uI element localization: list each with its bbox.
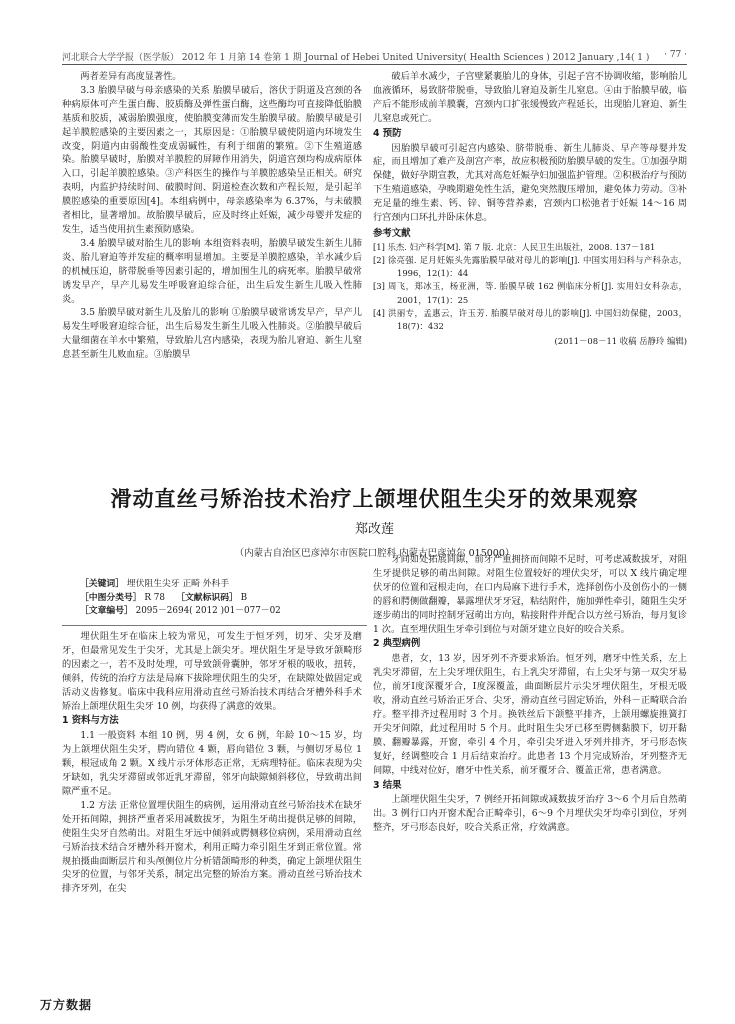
article-number-label: ［文章编号］ (80, 606, 133, 616)
clc-value: R 78 (144, 592, 166, 603)
article-number-line (80, 605, 365, 619)
doc-code-label: ［文献标识码］ (176, 592, 238, 603)
article-author: 郑改莲 (354, 522, 394, 537)
prev-article-right-text (373, 70, 687, 225)
body-paragraph: 两者差异有高度显著性。 (80, 71, 182, 82)
keywords-block (80, 578, 365, 619)
body-paragraph: 破后羊水减少，子宫壁紧裹胎儿的身体，引起子宫不协调收缩，影响胎儿血液循环，易致脐带脱垂，导致胎儿窘迫及新生儿窒息。④由于胎膜早破，临产后不能形成前羊膜囊，宫颈内口扩张缓慢致产程延长，出现胎儿窘迫、新生儿窒息或死亡。 (373, 71, 687, 124)
wanfang-footer-logo: 万方数据 (40, 998, 93, 1012)
classification-line (80, 592, 365, 606)
reference-list (373, 241, 687, 333)
body-paragraph: 因胎膜早破可引起宫内感染、脐带脱垂、新生儿肺炎、早产等母婴并发症，而且增加了难产及剖宫产率，故应积极预防胎膜早破的发生。①加强孕期保健，做好孕期宣教，尤其对高危妊娠孕妇加强监护管理。②积极治疗与预防下生殖道感染，孕晚期避免性生活，避免突然腹压增加，避免体力劳动。③补充足量的维生素、钙、锌、铜等营养素，宫颈内口松弛者于妊娠 14～16 周行宫颈内口环扎并卧床休息。 (373, 142, 687, 224)
body-paragraph: 3.3 胎膜早破与母亲感染的关系 胎膜早破后，溶伏于阴道及宫颈的各种病原体可产生蛋白酶、胶质酶及弹性蛋白酶，这些酶均可直接降低胎膜基质和胶质，减弱胎膜强度，使胎膜变薄而发生胎膜早破。胎膜早破是引起羊膜腔感染的主要因素之一，其原因是：①胎膜早破使阴道内环境发生改变，阴道内由弱酸性变成弱碱性，有利于细菌的繁殖。②下生殖道感染。胎膜早破时，胎膜对羊膜腔的屏障作用消失，阴道宫颈均构成病原体入口，引起羊膜腔感染。③产科医生的操作与羊膜腔感染呈正相关。研究表明，内监护持续时间、破膜时间、阴道检查次数和产程长短，是引起羊膜腔感染的重要原因[4]。本组病例中，母亲感染率为 6.37%，与未破膜者相比，显著增加。故胎膜早破后，应及时终止妊娠，减少母婴并发症的发生，适当使用抗生素预防感染。 (62, 84, 362, 235)
section-heading: 2 典型病例 (373, 638, 421, 650)
references-title: 参考文献 (373, 227, 411, 239)
keywords-line (80, 578, 365, 592)
section-heading: 4 预防 (373, 127, 402, 139)
journal-header (62, 50, 687, 63)
article-affiliation: （内蒙古自治区巴彦淖尔市医院口腔科 内蒙古巴彦淖尔 015000） (234, 548, 515, 559)
body-paragraph: 牙间如处拓展间隙，前牙严重拥挤而间隙不足时，可考虑减数拔牙，对阻生牙提供足够的萌出间隙。对阻生位置较好的埋伏尖牙，可以 X 线片确定埋伏牙的位置和冠根走向，在口内局麻下进行手术，选择创伤小及创伤小的一侧的唇和腭侧做翻瓣，暴露埋伏牙牙冠，粘结附件，施加弹性牵引，随阻生尖牙逐步萌出的同时控制牙冠萌出方向，粘接附件并配合以方丝弓矫治，每月复诊 1 次。直至埋伏阻生牙牵引到位与对颌牙建立良好的咬合关系。 (373, 554, 687, 635)
body-paragraph: 患者，女，13 岁，因牙列不齐要求矫治。恒牙列，磨牙中性关系，左上乳尖牙滞留，左上尖牙埋伏阻生，右上乳尖牙滞留，右上尖牙与第一双尖牙易位，前牙Ⅰ度深覆牙合，Ⅰ度深覆盖，曲面断层片示尖牙埋伏阻生，牙根无吸收，滑动直丝弓矫治正牙合、尖牙，滑动直丝弓固定矫治，外科－正畸联合治疗。整平排齐过程用时 3 个月。换铁丝后下颌整平排齐，上颌用螺旋推簧打开尖牙间隙，此过程用时 5 个月。此时阻生尖牙已移至腭侧黏膜下，切开黏膜、翻瓣暴露，开窗，牵引 4 个月，牵引尖牙进入牙列并排齐，牙弓形态恢复好，经调整咬合 1 月后结束治疗。此患者 13 个月完成矫治，牙列整齐无间隙，中线对位好，磨牙中性关系，前牙覆牙合、覆盖正常，患者满意。 (373, 653, 687, 776)
article-number-value: 2095－2694( 2012 )01－077－02 (135, 606, 281, 616)
header-rule (62, 64, 687, 65)
article-right-column (373, 553, 687, 835)
reference-item: [1] 乐杰. 妇产科学[M]. 第 7 版. 北京：人民卫生出版社，2008. 137－181 (373, 241, 656, 252)
article-title: 滑动直丝弓矫治技术治疗上颌埋伏阻生尖牙的效果观察 (110, 487, 639, 511)
doc-code-value: B (240, 592, 248, 603)
section-heading: 3 结果 (373, 779, 402, 791)
body-paragraph: 3.5 胎膜早破对新生儿及胎儿的影响 ①胎膜早破常诱发早产，早产儿易发生呼吸窘迫综合征，出生后易发生新生儿吸入性肺炎。②胎膜早破后大量细菌在羊水中繁殖，导致胎儿宫内感染，表现为胎儿窘迫、新生儿窒息甚至新生儿败血症。③胎膜早 (62, 307, 362, 361)
article-left-column (62, 630, 362, 896)
clc-label: ［中图分类号］ (80, 592, 142, 603)
body-paragraph: 1.1 一般资料 本组 10 例，男 4 例，女 6 例，年龄 10～15 岁，均为上颌埋伏阻生尖牙，腭向错位 4 颗，唇向错位 3 颗，与侧切牙易位 1 颗，根冠成角 2 颗。X 线片示牙体形态正常，无病理特征。临床表现为尖牙缺如，乳尖牙滞留或邻近乳牙滞留，邻牙向缺隙倾斜移位，导致萌出间隙严重不足。 (62, 730, 362, 797)
body-paragraph: 1.2 方法 正常位置埋伏阻生的病例，运用滑动直丝弓矫治技术在缺牙处开拓间隙，拥挤严重者采用减数拔牙，为阻生牙萌出提供足够的间隙，使阻生尖牙自然萌出。对阻生牙远中倾斜或腭侧移位病例，采用滑动直丝弓矫治技术结合牙槽外科开窗术，利用正畸力牵引阻生牙到正常位置。常规拍摄曲面断层片和头颅侧位片分析错颌畸形的种类，确定上颌埋伏阻生尖牙的位置，与邻牙关系，制定出完整的矫治方案。滑动直丝弓矫治技术排齐牙列，在尖 (62, 799, 362, 895)
body-paragraph: 3.4 胎膜早破对胎生儿的影响 本组资料表明，胎膜早破发生新生儿肺炎、胎儿窘迫等并发症的概率明显增加。主要是羊膜腔感染，羊水减少后的机械压迫，脐带脱垂等因素引起的，增加围生儿的病死率。胎膜早破常诱发早产，早产儿易发生呼吸窘迫综合征，出生后发生新生儿吸入性肺炎。 (62, 237, 362, 305)
section-heading: 1 资料与方法 (62, 715, 119, 727)
page-number: · 77 · (664, 50, 687, 60)
keywords-rule (62, 625, 367, 626)
prev-article-right-column (373, 70, 687, 349)
reference-item: [4] 洪丽专，孟惠云，许玉芳. 胎膜早破对母儿的影响[J]. 中国妇幼保健，2003，18(7)：432 (373, 307, 687, 332)
reference-item: [2] 徐亮强. 足月妊娠头先露胎膜早破对母儿的影响[J]. 中国实用妇科与产科杂志，1996，12(1)：44 (373, 255, 687, 279)
body-paragraph: 埋伏阻生牙在临床上较为常见，可发生于恒牙列，切牙、尖牙及磨牙，但最常见发生于尖牙，尤其是上颌尖牙。埋伏阻生牙是导致牙颌畸形的因素之一，若不及时处理，可导致颌骨囊肿，邻牙牙根的吸收，扭转，倾斜，传统的治疗方法是局麻下拔除埋伏阻生的尖牙，在缺隙处做固定或活动义齿修复。临床中我科应用滑动直丝弓矫治技术再结合牙槽外科手术矫治上颌埋伏阻生尖牙 10 例，均获得了满意的效果。 (62, 631, 362, 712)
prev-article-left-column (62, 70, 362, 362)
journal-header-text: 河北联合大学学报（医学版） 2012 年 1 月第 14 卷第 1 期 Journal of Hebei United University( Health Sciences ) 2012 January ,14( 1 ) (62, 53, 650, 63)
keywords-value: 埋伏阻生尖牙 正畸 外科手 (126, 579, 230, 589)
keywords-label: ［关键词］ (80, 579, 124, 589)
received-note: (2011－08－11 收稿 岳静玲 编辑) (554, 336, 687, 347)
body-paragraph: 上颌埋伏阻生尖牙，7 例经开拓间隙或减数拔牙治疗 3～6 个月后自然萌出。3 例行口内开窗术配合正畸牵引，6～9 个月埋伏尖牙均牵引到位，牙列整齐，牙弓形态良好，咬合关系正常，疗效满意。 (373, 794, 687, 834)
reference-item: [3] 周飞，郑冰玉，杨亚洲，等. 胎膜早破 162 例临床分析[J]. 实用妇女科杂志，2001，17(1)：25 (373, 281, 687, 305)
